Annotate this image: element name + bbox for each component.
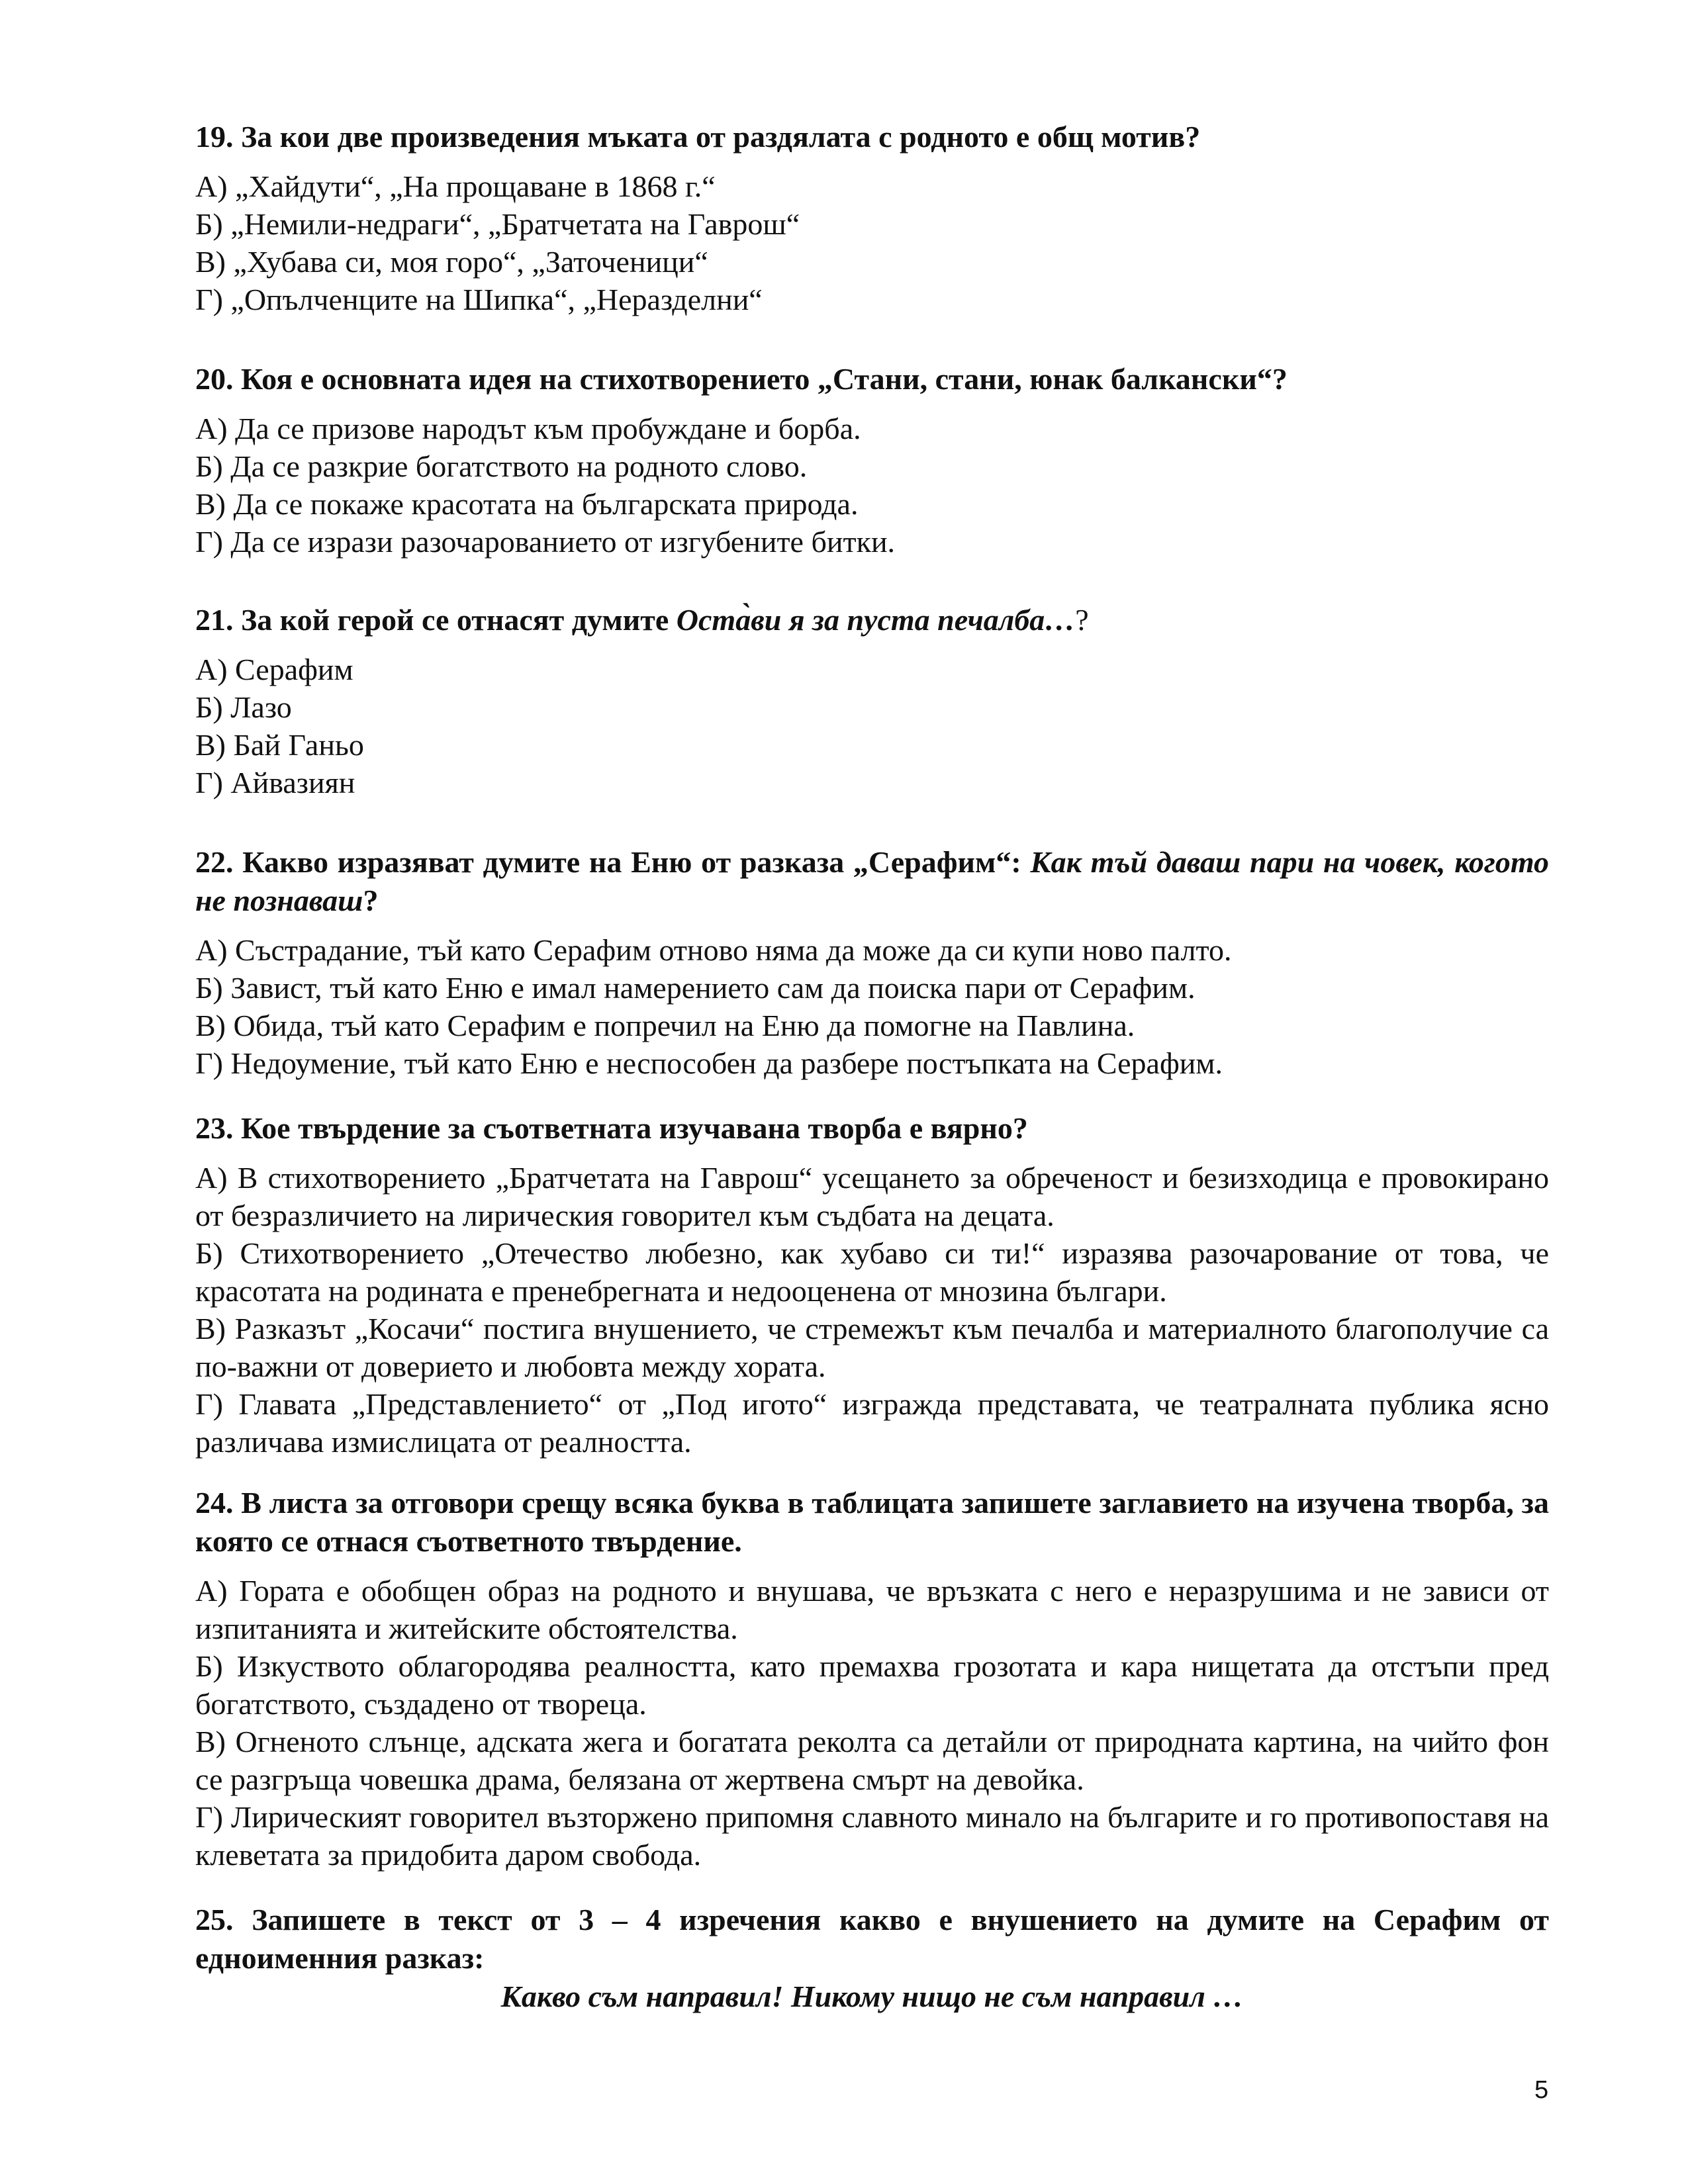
option-c: В) Да се покаже красотата на българската природа. bbox=[195, 487, 859, 521]
question-24 bbox=[195, 1484, 1549, 1874]
question-22 bbox=[195, 843, 1549, 1082]
question-text: Какво изразяват думите на Еню от разказа „Серафим“: bbox=[242, 845, 1021, 879]
option-a: А) В стихотворението „Братчетата на Гаврош“ усещането за обреченост и безизходица е провокирано от безразличието на лирическия говорител към съдбата на децата. bbox=[195, 1161, 1549, 1232]
question-text: Коя е основната идея на стихотворението „Стани, стани, юнак балкански“? bbox=[241, 362, 1288, 396]
option-c: В) Разказът „Косачи“ постига внушението, че стремежът към печалба и материалното благополучие са по-важни от доверието и любовта между хората. bbox=[195, 1312, 1549, 1383]
option-c: В) „Хубава си, моя горо“, „Заточеници“ bbox=[195, 245, 708, 279]
quoted-phrase: Какво съм направил! Никому нищо не съм направил … bbox=[500, 1979, 1244, 2013]
question-25 bbox=[195, 1901, 1549, 2016]
option-c: В) Обида, тъй като Серафим е попречил на Еню да помогне на Павлина. bbox=[195, 1009, 1135, 1042]
question-stem bbox=[195, 1109, 1549, 1148]
question-19 bbox=[195, 118, 1549, 318]
question-text: В листа за отговори срещу всяка буква в таблицата запишете заглавието на изучена творба, за която се отнася съответното твърдение. bbox=[195, 1486, 1549, 1558]
question-number: 23. bbox=[195, 1111, 234, 1145]
question-number: 20. bbox=[195, 362, 234, 396]
question-stem bbox=[195, 601, 1549, 639]
question-text: Кое твърдение за съответната изучавана творба е вярно? bbox=[241, 1111, 1028, 1145]
page-number: 5 bbox=[1534, 2076, 1549, 2104]
question-text: Запишете в текст от 3 – 4 изречения какво е внушението на думите на Серафим от едноименния разказ: bbox=[195, 1903, 1550, 1975]
options-list bbox=[195, 1159, 1549, 1461]
options-list bbox=[195, 167, 1549, 318]
option-b: Б) „Немили-недраги“, „Братчетата на Гаврош“ bbox=[195, 207, 800, 241]
question-end-mark: ? bbox=[1075, 603, 1089, 637]
question-stem bbox=[195, 360, 1549, 398]
question-number: 22. bbox=[195, 845, 234, 879]
question-stem bbox=[195, 118, 1549, 156]
question-text: За кой герой се отнасят думите bbox=[241, 603, 669, 637]
options-list bbox=[195, 651, 1549, 801]
question-number: 19. bbox=[195, 120, 234, 154]
option-a: А) Гората е обобщен образ на родното и внушава, че връзката с него е неразрушима и не зависи от изпитанията и житейските обстоятелства. bbox=[195, 1574, 1549, 1645]
option-a: А) „Хайдути“, „На прощаване в 1868 г.“ bbox=[195, 169, 716, 203]
option-c: В) Бай Ганьо bbox=[195, 728, 364, 762]
question-text: За кои две произведения мъката от раздялата с родното е общ мотив? bbox=[241, 120, 1201, 154]
question-stem bbox=[195, 1901, 1549, 1978]
options-list bbox=[195, 410, 1549, 561]
question-number: 24. bbox=[195, 1486, 234, 1520]
option-d: Г) Айвазиян bbox=[195, 766, 355, 799]
options-list bbox=[195, 931, 1549, 1082]
question-stem bbox=[195, 1484, 1549, 1561]
options-list bbox=[195, 1572, 1549, 1874]
question-21 bbox=[195, 601, 1549, 801]
option-b: Б) Стихотворението „Отечество любезно, как хубаво си ти!“ изразява разочарование от това, че красотата на родината е пренебрегната и недооценена от мнозина българи. bbox=[195, 1236, 1549, 1308]
quoted-phrase: Оста̀ви я за пуста печалба… bbox=[676, 603, 1076, 637]
option-d: Г) Лирическият говорител възторжено припомня славното минало на българите и го противопоставя на клеветата за придобита даром свобода. bbox=[195, 1800, 1549, 1872]
question-number: 25. bbox=[195, 1903, 234, 1936]
option-d: Г) Да се изрази разочарованието от изгубените битки. bbox=[195, 525, 896, 559]
option-a: А) Серафим bbox=[195, 653, 353, 686]
question-20 bbox=[195, 360, 1549, 561]
option-a: А) Състрадание, тъй като Серафим отново няма да може да си купи ново палто. bbox=[195, 933, 1232, 967]
question-23 bbox=[195, 1109, 1549, 1461]
option-b: Б) Изкуството облагородява реалността, като премахва грозотата и кара нищетата да отстъпи пред богатството, създадено от твореца. bbox=[195, 1649, 1549, 1721]
option-b: Б) Лазо bbox=[195, 690, 292, 724]
option-a: А) Да се призове народът към пробуждане и борба. bbox=[195, 412, 861, 445]
quoted-phrase: Как тъй даваш пари на човек, когото не познаваш bbox=[195, 845, 1549, 917]
option-c: В) Огненото слънце, адската жега и богатата реколта са детайли от природната картина, на чийто фон се разгръща човешка драма, белязана от жертвена смърт на девойка. bbox=[195, 1725, 1549, 1796]
option-d: Г) „Опълченците на Шипка“, „Неразделни“ bbox=[195, 283, 763, 316]
question-number: 21. bbox=[195, 603, 234, 637]
option-b: Б) Да се разкрие богатството на родното слово. bbox=[195, 449, 808, 483]
question-end-mark: ? bbox=[363, 884, 379, 917]
question-stem bbox=[195, 843, 1549, 920]
option-d: Г) Главата „Представлението“ от „Под игото“ изгражда представата, че театралната публика ясно различава измислицата от реалността. bbox=[195, 1387, 1549, 1459]
option-b: Б) Завист, тъй като Еню е имал намерението сам да поиска пари от Серафим. bbox=[195, 971, 1196, 1005]
option-d: Г) Недоумение, тъй като Еню е неспособен да разбере постъпката на Серафим. bbox=[195, 1046, 1223, 1080]
